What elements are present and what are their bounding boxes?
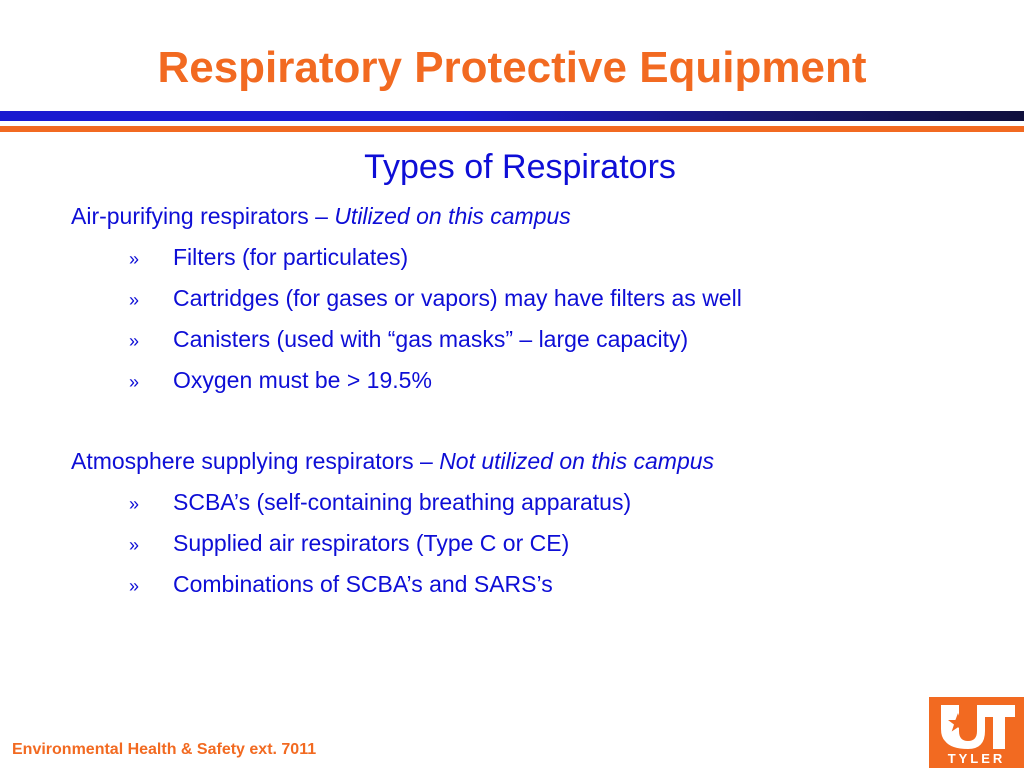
bullet-marker-icon: » — [129, 331, 140, 351]
list-item — [129, 325, 688, 355]
list-item-text: Oxygen must be > 19.5% — [173, 367, 432, 393]
list-item-text: Supplied air respirators (Type C or CE) — [173, 530, 570, 556]
section-heading-text: Air-purifying respirators – — [71, 203, 335, 229]
footer-text: Environmental Health & Safety ext. 7011 — [12, 741, 317, 758]
list-item-text: Canisters (used with “gas masks” – large capacity) — [173, 326, 689, 352]
list-item — [129, 284, 742, 314]
list-item — [129, 570, 553, 600]
section-heading-air-purifying — [71, 202, 571, 230]
logo-text: TYLER — [947, 751, 1006, 766]
title-divider-blue — [0, 111, 1024, 121]
slide-subtitle: Types of Respirators — [364, 148, 676, 186]
section-heading-atmosphere-supplying — [71, 447, 714, 475]
bullet-marker-icon: » — [129, 372, 140, 392]
title-divider-orange — [0, 126, 1024, 132]
section-heading-note: Utilized on this campus — [334, 203, 571, 229]
list-item — [129, 366, 432, 396]
list-item — [129, 488, 631, 518]
bullet-marker-icon: » — [129, 249, 140, 269]
list-item — [129, 243, 408, 273]
section-heading-note: Not utilized on this campus — [439, 448, 715, 474]
bullet-marker-icon: » — [129, 535, 140, 555]
section-heading-text: Atmosphere supplying respirators – — [71, 448, 440, 474]
bullet-marker-icon: » — [129, 290, 140, 310]
bullet-marker-icon: » — [129, 494, 140, 514]
list-item-text: Combinations of SCBA’s and SARS’s — [173, 571, 553, 597]
list-item-text: SCBA’s (self-containing breathing apparatus) — [173, 489, 632, 515]
list-item-text: Filters (for particulates) — [173, 244, 409, 270]
slide-title: Respiratory Protective Equipment — [157, 43, 867, 92]
bullet-marker-icon: » — [129, 576, 140, 596]
ut-tyler-star-logo-icon — [929, 697, 1024, 768]
list-item-text: Cartridges (for gases or vapors) may have filters as well — [173, 285, 742, 311]
list-item — [129, 529, 569, 559]
